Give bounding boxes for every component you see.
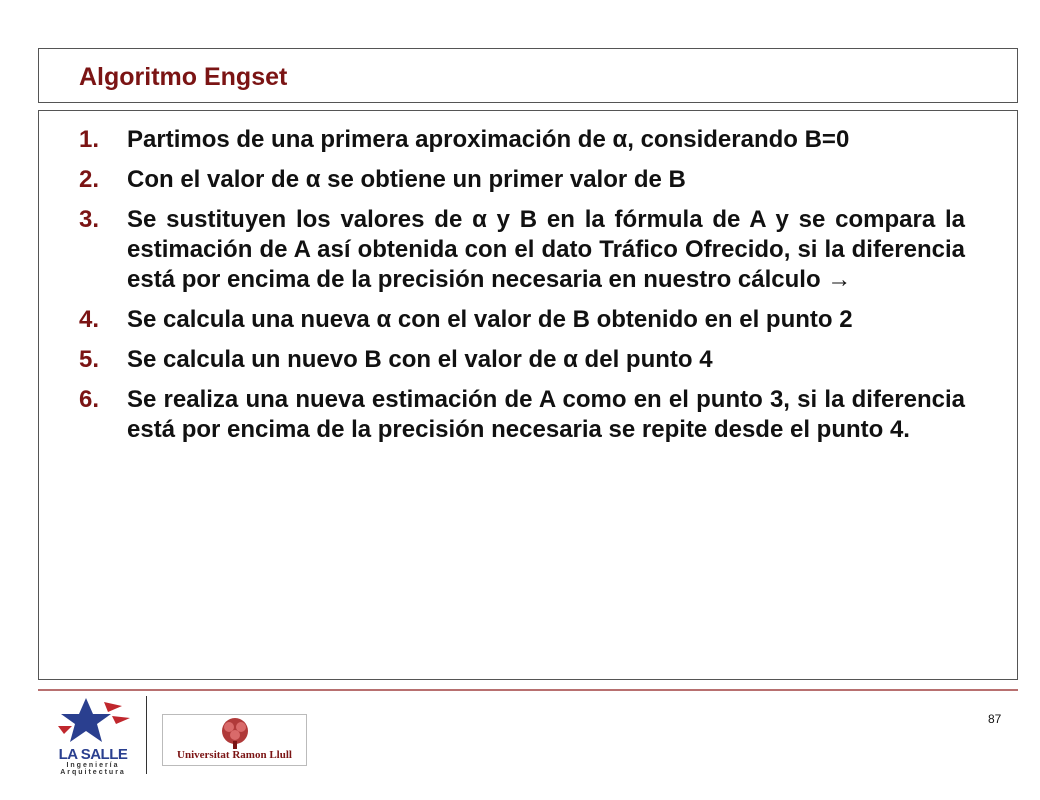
step-text: Se sustituyen los valores de α y B en la fórmula de A y se compara la estimación de A así obtenida con el dato Tráfico Ofrecido, si la diferencia está por encima de la precisión necesaria en nuestro cálculo → (127, 206, 965, 293)
lasalle-subtitle-2: Arquitectura (60, 769, 126, 776)
tree-icon (163, 715, 306, 751)
step-number: 2. (79, 166, 100, 193)
step-number: 3. (79, 206, 100, 233)
slide-title: Algoritmo Engset (79, 63, 288, 91)
logo-divider (146, 696, 147, 774)
step-text: Se realiza una nueva estimación de A como en el punto 3, si la diferencia está por encima de la precisión necesaria se repite desde el punto 4. (127, 386, 965, 443)
lasalle-name: LA SALLE (58, 746, 128, 763)
step-number: 6. (79, 386, 100, 413)
step-number: 5. (79, 346, 100, 373)
list-item (79, 165, 965, 195)
lasalle-subtitle-1: Ingeniería (66, 762, 120, 769)
list-item (79, 205, 965, 295)
star-icon (46, 696, 140, 746)
step-text: Se calcula un nuevo B con el valor de α del punto 4 (127, 346, 713, 373)
lasalle-subtitle (46, 762, 140, 776)
steps-list (79, 125, 965, 455)
page-number: 87 (988, 712, 1002, 726)
url-logo (162, 714, 307, 766)
content-box (38, 110, 1018, 680)
step-text: Se calcula una nueva α con el valor de B obtenido en el punto 2 (127, 306, 853, 333)
list-item (79, 345, 965, 375)
step-text: Partimos de una primera aproximación de α, considerando B=0 (127, 126, 850, 153)
step-number: 1. (79, 126, 100, 153)
step-number: 4. (79, 306, 100, 333)
step-text: Con el valor de α se obtiene un primer valor de B (127, 166, 686, 193)
list-item (79, 385, 965, 445)
footer-divider (38, 689, 1018, 691)
title-box (38, 48, 1018, 103)
url-name: Universitat Ramon Llull (177, 749, 292, 761)
list-item (79, 125, 965, 155)
lasalle-logo (46, 696, 140, 776)
list-item (79, 305, 965, 335)
